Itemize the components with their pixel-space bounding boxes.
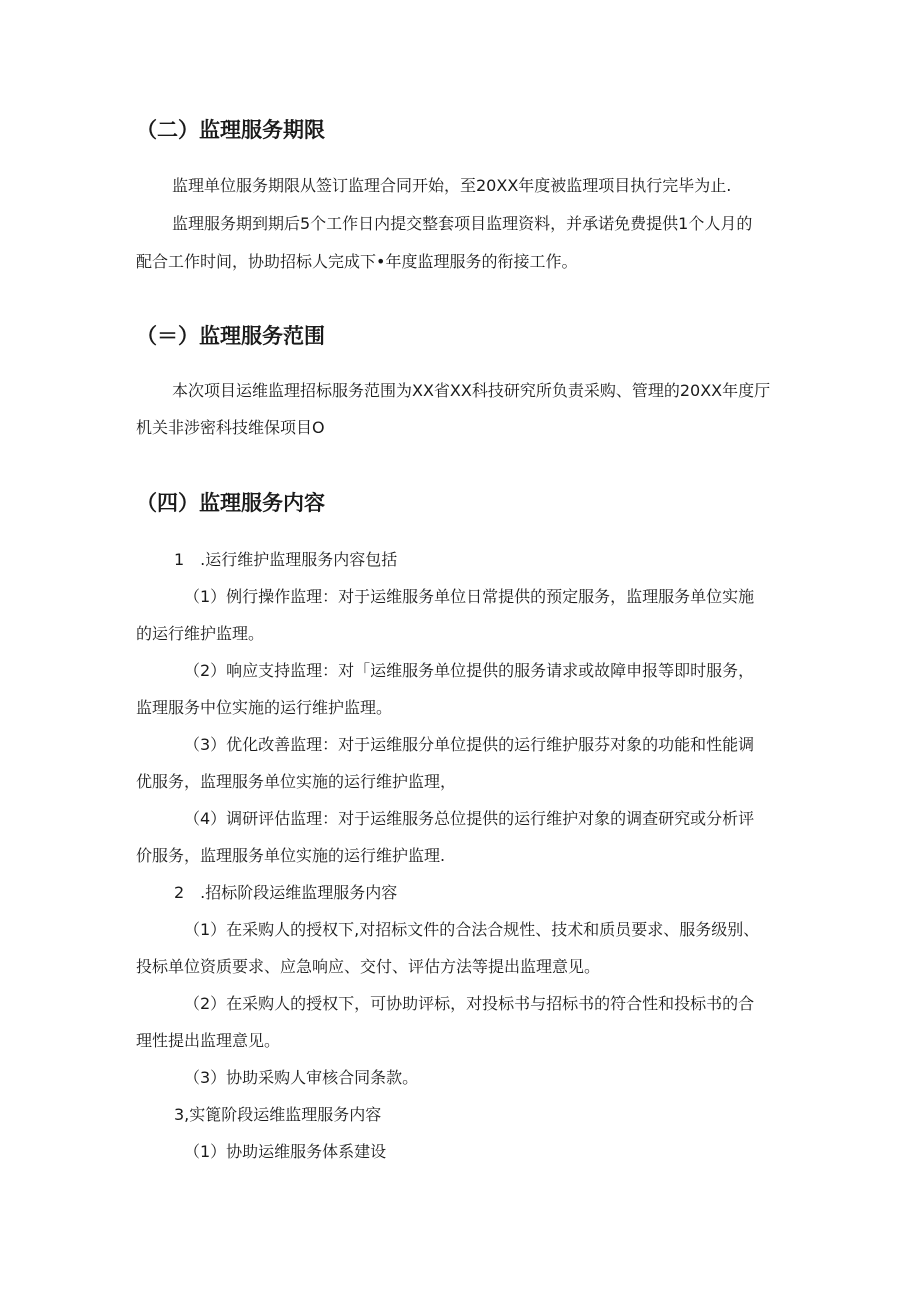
list-item-line: 价服务，监理服务单位实施的运行维护监理. [136, 846, 446, 865]
list-item-line: （2）在采购人的授权下，可协助评标，对投标书与招标书的符合性和投标书的合 [184, 994, 755, 1013]
list-item-line: （3）协助采购人审核合同条款。 [184, 1068, 419, 1087]
list-item-line: 理性提出监理意见。 [136, 1031, 281, 1050]
list-item-line: 优服务，监理服务单位实施的运行维护监理， [136, 772, 457, 791]
list-item-line: 监理服务中位实施的运行维护监理。 [136, 698, 393, 717]
section-heading-term: （二）监理服务期限 [136, 118, 325, 142]
list-item-line: （4）调研评估监理：对于运维服务总位提供的运行维护对象的调查研究或分析评 [184, 809, 755, 828]
list-item-line: （1）协助运维服务体系建设 [184, 1142, 387, 1161]
paragraph-line: 配合工作时间，协助招标人完成下•年度监理服务的衔接工作。 [136, 252, 578, 271]
paragraph-line: 监理单位服务期限从签订监理合同开始，至20XX年度被监理项目执行完毕为止. [172, 176, 732, 195]
section-heading-scope: （＝）监理服务范围 [136, 324, 325, 348]
paragraph-line: 机关非涉密科技维保项目O [136, 418, 325, 437]
list-item-line: （1）例行操作监理：对于运维服务单位日常提供的预定服务，监理服务单位实施 [184, 587, 755, 606]
list-item-title: 1 .运行维护监理服务内容包括 [174, 550, 398, 569]
list-item-line: 的运行维护监理。 [136, 624, 265, 643]
list-item-line: （3）优化改善监理：对于运维服分单位提供的运行维护服芬对象的功能和性能调 [184, 735, 755, 754]
list-item-line: （2）响应支持监理：对「运维服务单位提供的服务请求或故障申报等即时服务， [184, 661, 755, 680]
list-item-title: 3,实篦阶段运维监理服务内容 [174, 1105, 382, 1124]
list-item-line: 投标单位资质要求、应急响应、交付、评估方法等提出监理意见。 [136, 957, 601, 976]
list-item-title: 2 .招标阶段运维监理服务内容 [174, 883, 398, 902]
list-item-line: （1）在采购人的授权下,对招标文件的合法合规性、技术和质员要求、服务级别、 [184, 920, 760, 939]
paragraph-line: 本次项目运维监理招标服务范围为XX省XX科技研究所负责采购、管理的20XX年度厅 [172, 381, 771, 400]
section-heading-content: （四）监理服务内容 [136, 491, 325, 515]
paragraph-line: 监理服务期到期后5个工作日内提交整套项目监理资料，并承诺免费提供1个人月的 [172, 214, 753, 233]
